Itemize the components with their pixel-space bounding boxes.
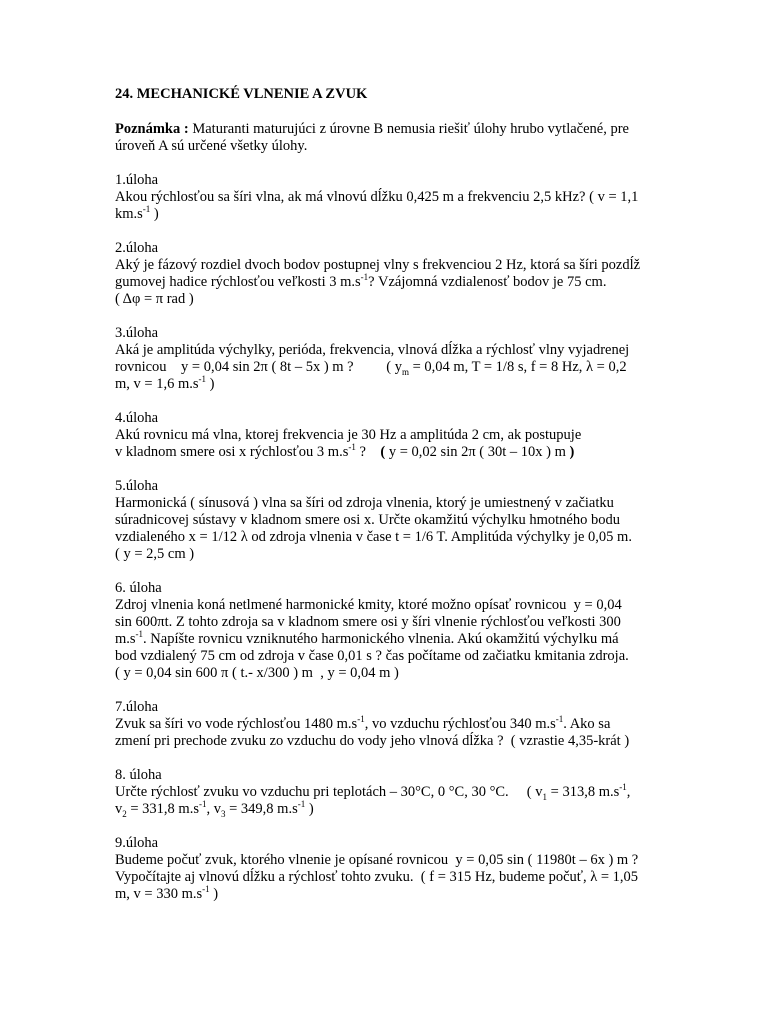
task-text: zmení pri prechode zvuku zo vzduchu do vody jeho vlnová dĺžka ? ( vzrastie 4,35-krát ) <box>115 733 630 749</box>
task-text: $km.s^{-1}$ ) <box>115 204 159 222</box>
task-text: Akú rovnicu má vlna, ktorej frekvencia je 30 Hz a amplitúda 2 cm, ak postupuje <box>115 427 582 443</box>
task-text: Zdroj vlnenia koná netlmené harmonické kmity, ktoré možno opísať rovnicou y = 0,04 <box>115 597 622 613</box>
task-answer: ( y = 2,5 cm ) <box>115 546 195 562</box>
task-answer: ( Δφ = π rad ) <box>115 291 194 307</box>
task-title: 2.úloha <box>115 240 159 256</box>
task-title: 5.úloha <box>115 478 159 494</box>
task-answer: y = 0,02 sin 2π ( 30t – 10x ) m <box>385 444 570 460</box>
task-answer: ( y = 0,04 sin 600 π ( t.- x/300 ) m , y = 0,04 m ) <box>115 665 399 681</box>
task-text: Zvuk sa šíri vo vode rýchlosťou 1480 $m.s^{-1}$, vo vzduchu rýchlosťou 340 $m.s^{-1}$. Ako sa <box>115 714 611 732</box>
task-title: 7.úloha <box>115 699 159 715</box>
task-title: 9.úloha <box>115 835 159 851</box>
task-text: súradnicovej sústavy v kladnom smere osi x. Určte okamžitú výchylku hmotného bodu <box>115 512 620 528</box>
task-1 <box>115 172 683 223</box>
task-3 <box>115 325 683 393</box>
note-text-line1: Maturanti maturujúci z úrovne B nemusia riešiť úlohy hrubo vytlačené, pre <box>188 121 629 137</box>
task-answer: m, v = 330 $m.s^{-1}$ ) <box>115 884 219 902</box>
task-4 <box>115 410 683 461</box>
task-text: Aký je fázový rozdiel dvoch bodov postupnej vlny s frekvenciou 2 Hz, ktorá sa šíri pozdĺž <box>115 257 641 273</box>
task-text: gumovej hadice rýchlosťou veľkosti 3 $m.s^{-1}$? Vzájomná vzdialenosť bodov je 75 cm. <box>115 272 607 290</box>
task-7 <box>115 699 683 750</box>
note-paragraph <box>115 121 683 155</box>
document-content <box>115 86 683 920</box>
task-title: 1.úloha <box>115 172 159 188</box>
task-5 <box>115 478 683 563</box>
task-answer: $v_2 = 331,8$ $m.s^{-1}$, $v_3 = 349,8$ $m.s^{-1}$ ) <box>115 799 314 819</box>
answer-open-paren: ( <box>380 444 386 460</box>
task-text: vzdialeného x = 1/12 λ od zdroja vlnenia v čase t = 1/6 T. Amplitúda výchylky je 0,05 m. <box>115 529 632 545</box>
task-title: 8. úloha <box>115 767 162 783</box>
task-text: Budeme počuť zvuk, ktorého vlnenie je opísané rovnicou y = 0,05 sin ( 11980t – 6x ) m ? <box>115 852 639 868</box>
task-text: Harmonická ( sínusová ) vlna sa šíri od zdroja vlnenia, ktorý je umiestnený v začiatku <box>115 495 614 511</box>
task-8 <box>115 767 683 818</box>
task-text: Určte rýchlosť zvuku vo vzduchu pri teplotách – 30°C, 0 °C, 30 °C. ( $v_1 = 313,8$ $m.s^{-1}$, <box>115 782 631 802</box>
task-6 <box>115 580 683 682</box>
task-title: 3.úloha <box>115 325 159 341</box>
task-text: sin 600πt. Z tohto zdroja sa v kladnom smere osi y šíri vlnenie rýchlosťou veľkosti 300 <box>115 614 621 630</box>
task-text: bod vzdialený 75 cm od zdroja v čase 0,01 s ? čas počítame od začiatku kmitania zdroja. <box>115 648 629 664</box>
answer-close-paren: ) <box>569 444 575 460</box>
task-title: 4.úloha <box>115 410 159 426</box>
task-text: Vypočítajte aj vlnovú dĺžku a rýchlosť tohto zvuku. ( f = 315 Hz, budeme počuť, λ = 1,05 <box>115 869 639 885</box>
note-text-line2: úroveň A sú určené všetky úlohy. <box>115 138 308 154</box>
task-text: rovnicou y = 0,04 sin 2π ( 8t – 5x ) m ? ( $y_m = 0,04$ m, T = 1/8 s, f = 8 Hz, λ = 0,2 <box>115 359 627 377</box>
task-text: v kladnom smere osi x rýchlosťou 3 $m.s^{-1}$ ? ( y = 0,02 sin 2π ( 30t – 10x ) m ) <box>115 442 575 460</box>
document-title: 24. MECHANICKÉ VLNENIE A ZVUK <box>115 86 368 102</box>
task-title: 6. úloha <box>115 580 162 596</box>
task-9 <box>115 835 683 903</box>
task-answer: m, v = 1,6 $m.s^{-1}$ ) <box>115 374 215 392</box>
task-text: Akou rýchlosťou sa šíri vlna, ak má vlnovú dĺžku 0,425 m a frekvenciu 2,5 kHz? ( v = 1,1 <box>115 189 639 205</box>
task-text: Aká je amplitúda výchylky, perióda, frekvencia, vlnová dĺžka a rýchlosť vlny vyjadrenej <box>115 342 630 358</box>
task-2 <box>115 240 683 308</box>
task-text: $m.s^{-1}$. Napíšte rovnicu vzniknutého harmonického vlnenia. Akú okamžitú výchylku má <box>115 629 619 647</box>
note-label: Poznámka : <box>115 121 189 137</box>
